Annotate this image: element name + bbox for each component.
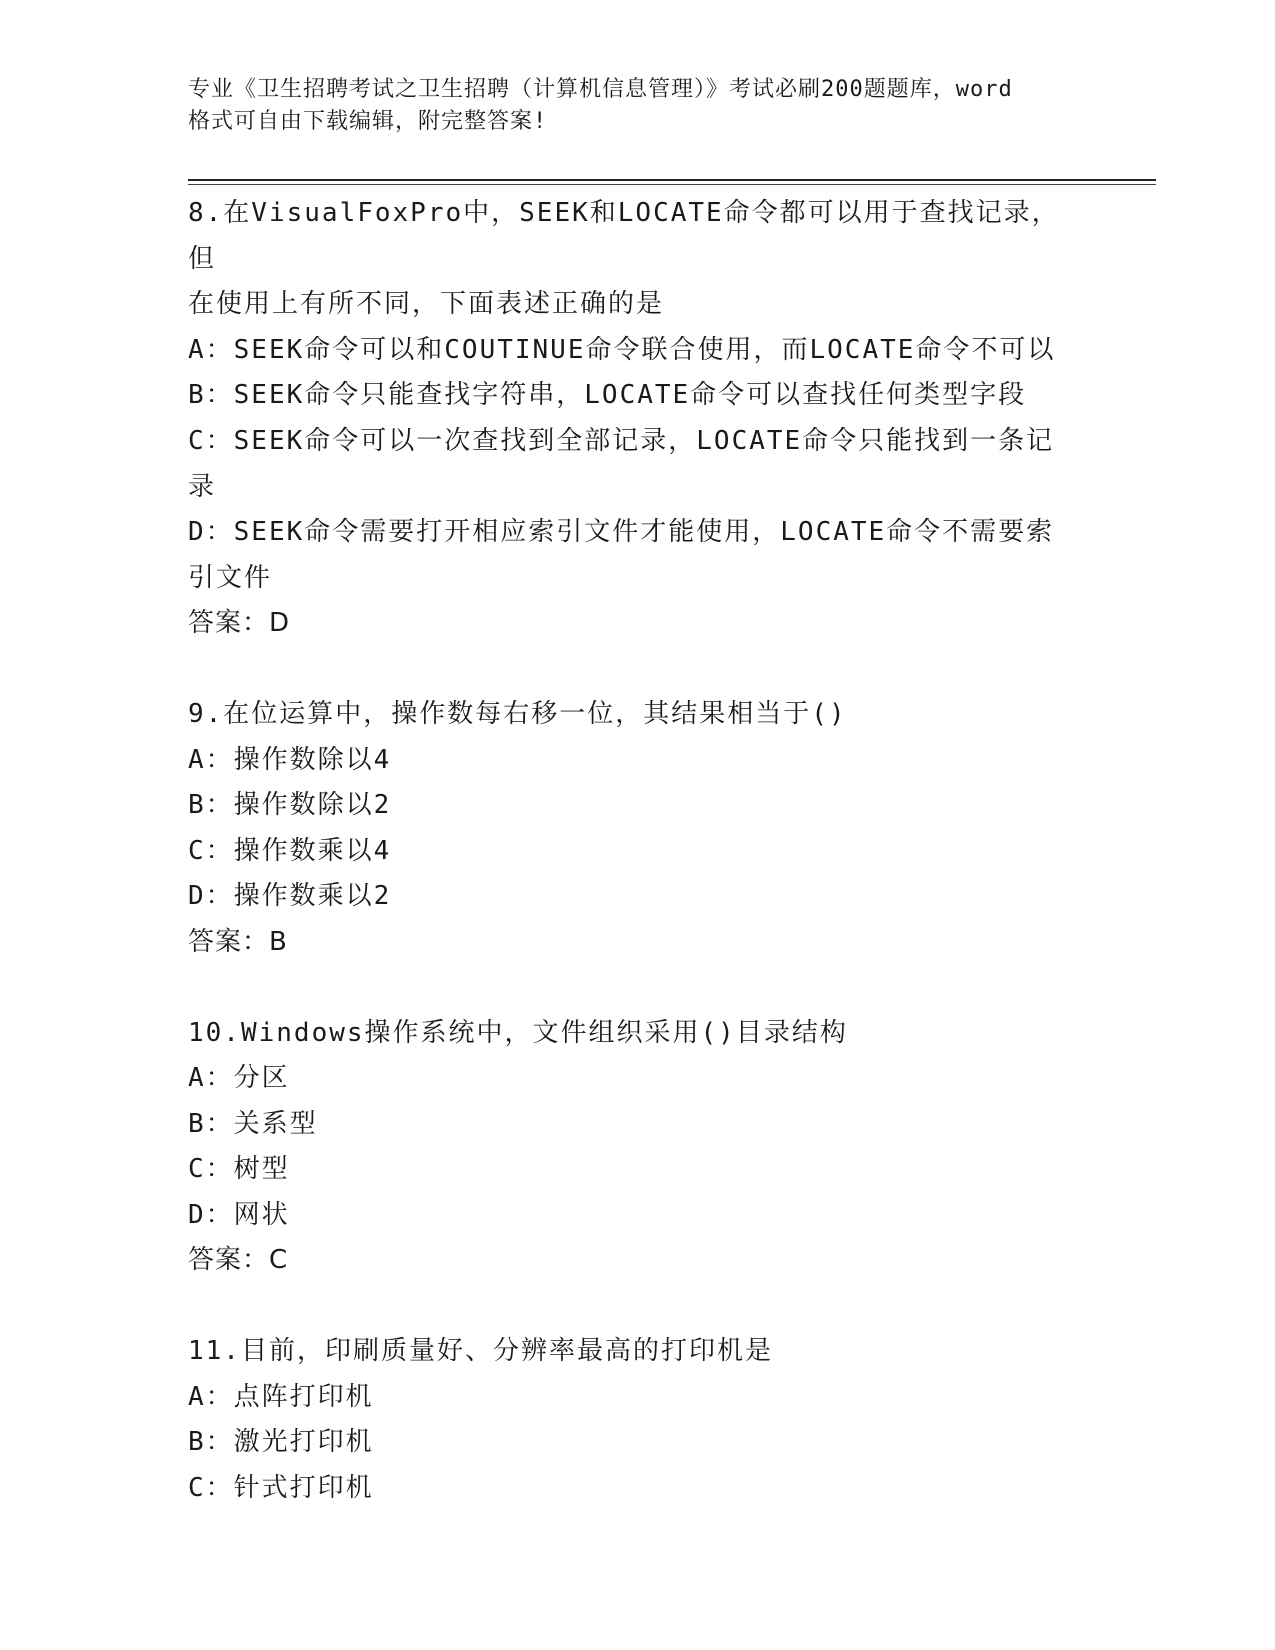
option-a: A：SEEK命令可以和COUTINUE命令联合使用，而LOCATE命令不可以 (188, 334, 1056, 365)
question-text: 10.Windows操作系统中，文件组织采用()目录结构 (188, 1017, 848, 1048)
option-d: D：操作数乘以2 (188, 881, 392, 912)
question-10 (188, 1011, 1068, 1285)
question-11 (188, 1329, 1068, 1511)
option-d: D：SEEK命令需要打开相应索引文件才能使用，LOCATE命令不需要索 (188, 517, 1055, 548)
option-b: B：操作数除以2 (188, 790, 392, 821)
question-text-cont: 在使用上有所不同，下面表述正确的是 (188, 289, 665, 320)
answer: 答案：D (188, 608, 291, 639)
document-header (188, 74, 1088, 138)
option-d-cont: 引文件 (188, 562, 273, 593)
question-8 (188, 191, 1068, 647)
question-text: 11.目前，印刷质量好、分辨率最高的打印机是 (188, 1336, 773, 1367)
question-text: 8.在VisualFoxPro中，SEEK和LOCATE命令都可以用于查找记录，但 (188, 198, 1060, 274)
option-a: A：点阵打印机 (188, 1381, 374, 1412)
option-c: C：操作数乘以4 (188, 835, 392, 866)
question-text: 9.在位运算中，操作数每右移一位，其结果相当于() (188, 698, 847, 729)
answer: 答案：B (188, 926, 288, 957)
option-b: B：激光打印机 (188, 1427, 374, 1458)
answer: 答案：C (188, 1245, 289, 1276)
option-c: C：SEEK命令可以一次查找到全部记录，LOCATE命令只能找到一条记 (188, 425, 1055, 456)
option-d: D：网状 (188, 1199, 290, 1230)
option-c: C：针式打印机 (188, 1472, 374, 1503)
header-line-1: 专业《卫生招聘考试之卫生招聘（计算机信息管理）》考试必刷200题题库，word (188, 77, 1013, 102)
header-line-2: 格式可自由下载编辑，附完整答案! (188, 109, 548, 134)
option-c: C：树型 (188, 1154, 290, 1185)
question-list (188, 191, 1068, 1511)
option-a: A：分区 (188, 1063, 290, 1094)
option-c-cont: 录 (188, 471, 217, 502)
header-divider-thick (188, 179, 1156, 181)
option-b: B：SEEK命令只能查找字符串，LOCATE命令可以查找任何类型字段 (188, 380, 1027, 411)
header-divider-thin (188, 184, 1156, 185)
option-a: A：操作数除以4 (188, 744, 392, 775)
question-9 (188, 692, 1068, 966)
option-b: B：关系型 (188, 1108, 318, 1139)
